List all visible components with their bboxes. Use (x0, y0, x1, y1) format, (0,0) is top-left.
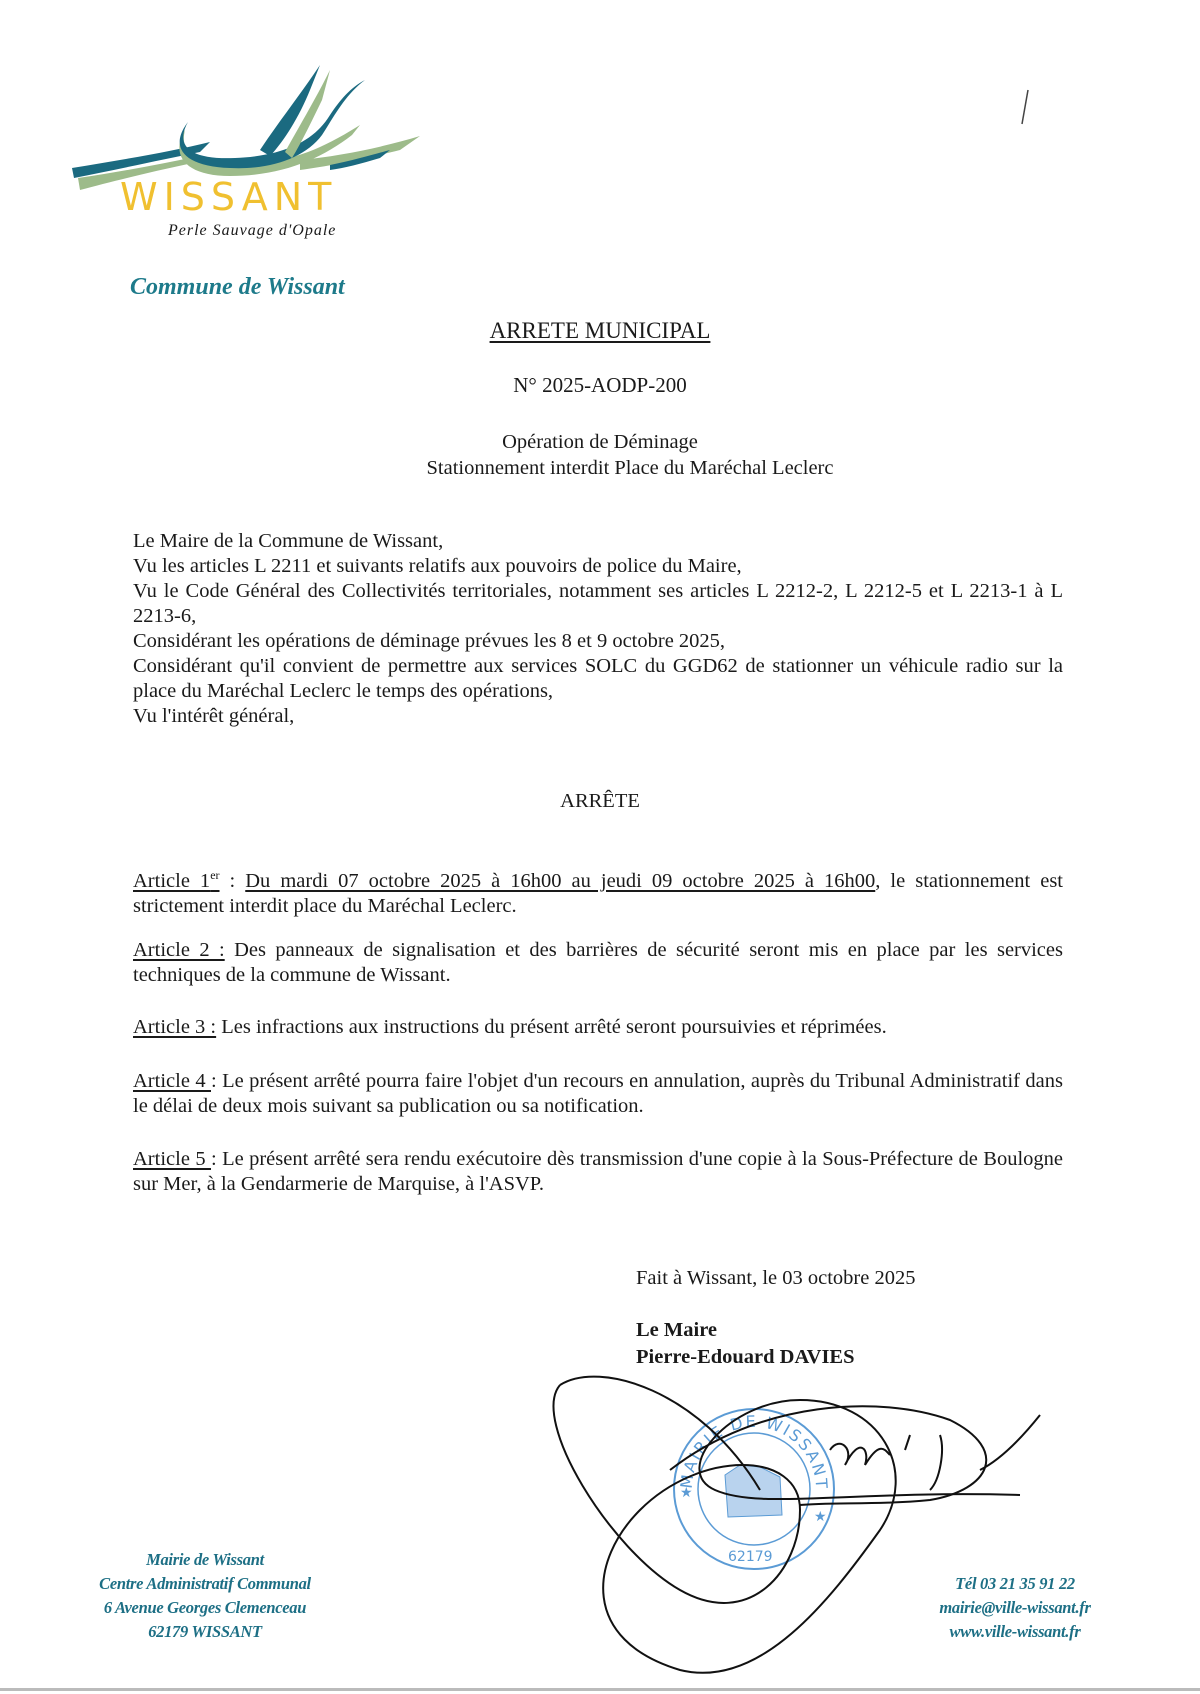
article-3: Article 3 : Les infractions aux instructions du présent arrêté seront poursuivies et réprimées. (133, 1016, 887, 1038)
preamble-line: Le Maire de la Commune de Wissant, (133, 530, 444, 552)
article-emphasis: Du mardi 07 octobre 2025 à 16h00 au jeudi 09 octobre 2025 à 16h00 (245, 869, 876, 892)
article-label: Article 3 : (133, 1016, 217, 1038)
svg-text:★: ★ (680, 1486, 693, 1501)
footer-contact (900, 1572, 1130, 1644)
preamble-line: Considérant les opérations de déminage prévues les 8 et 9 octobre 2025, (133, 630, 726, 652)
article-4: Article 4 : Le présent arrêté pourra faire l'objet d'un recours en annulation, auprès du Tribunal Administratif dans le délai de deux mois suivant sa publication ou sa notification. (133, 1070, 1063, 1117)
article-2: Article 2 : Des panneaux de signalisation et des barrières de sécurité seront mis en place par les services techniques de la commune de Wissant. (133, 939, 1063, 986)
footer-line: Centre Administratif Communal (99, 1574, 311, 1593)
svg-text:WISSANT: WISSANT (120, 175, 338, 219)
svg-text:★: ★ (814, 1510, 827, 1525)
article-5: Article 5 : Le présent arrêté sera rendu exécutoire dès transmission d'une copie à la Sous-Préfecture de Boulogne sur Mer, à la Gendarmerie de Marquise, à l'ASVP. (133, 1148, 1064, 1195)
document-number: N° 2025-AODP-200 (513, 373, 687, 397)
footer-line: 62179 WISSANT (148, 1622, 262, 1641)
tagline: Perle Sauvage d'Opale (168, 222, 337, 239)
article-label: Article 4 (133, 1070, 211, 1092)
footer-email[interactable]: mairie@ville-wissant.fr (939, 1598, 1091, 1617)
wissant-logo-icon (60, 60, 420, 220)
footer-website[interactable]: www.ville-wissant.fr (949, 1622, 1081, 1641)
article-label: Article 1er (133, 868, 220, 892)
footer-line: 6 Avenue Georges Clemenceau (103, 1598, 307, 1617)
subject-line-2: Stationnement interdit Place du Maréchal Leclerc (426, 457, 834, 479)
svg-text:62179: 62179 (728, 1549, 773, 1565)
footer-phone: Tél 03 21 35 91 22 (955, 1574, 1075, 1593)
preamble (133, 529, 1063, 729)
place-date: Fait à Wissant, le 03 octobre 2025 (636, 1267, 916, 1289)
svg-text:MAIRIE DE WISSANT: MAIRIE DE WISSANT (676, 1411, 832, 1491)
signatory-name: Pierre-Edouard DAVIES (636, 1346, 855, 1368)
commune-name: Commune de Wissant (130, 274, 345, 300)
decision-heading: ARRÊTE (560, 790, 640, 812)
document-heading: ARRETE MUNICIPAL (489, 318, 711, 343)
preamble-line: Vu le Code Général des Collectivités territoriales, notamment ses articles L 2212-2, L 2212-5 et L 2213-1 à L 2213-6, (133, 580, 1063, 627)
preamble-line: Vu les articles L 2211 et suivants relatifs aux pouvoirs de police du Maire, (133, 555, 742, 577)
scan-mark-icon (1000, 40, 1040, 130)
footer-address (40, 1548, 370, 1644)
logo (60, 60, 420, 220)
footer-line: Mairie de Wissant (146, 1550, 264, 1569)
article-label: Article 5 (133, 1148, 211, 1170)
article-label: Article 2 : (133, 939, 225, 961)
preamble-line: Vu l'intérêt général, (133, 705, 295, 727)
signatory-role: Le Maire (636, 1319, 718, 1341)
scan-edge (0, 1688, 1200, 1691)
article-1: Article 1er : Du mardi 07 octobre 2025 à 16h00 au jeudi 09 octobre 2025 à 16h00, le stationnement est strictement interdit place du Maréchal Leclerc. (133, 868, 1063, 917)
preamble-line: Considérant qu'il convient de permettre aux services SOLC du GGD62 de stationner un véhicule radio sur la place du Maréchal Leclerc le temps des opérations, (133, 655, 1063, 702)
subject-line-1: Opération de Déminage (502, 431, 698, 453)
